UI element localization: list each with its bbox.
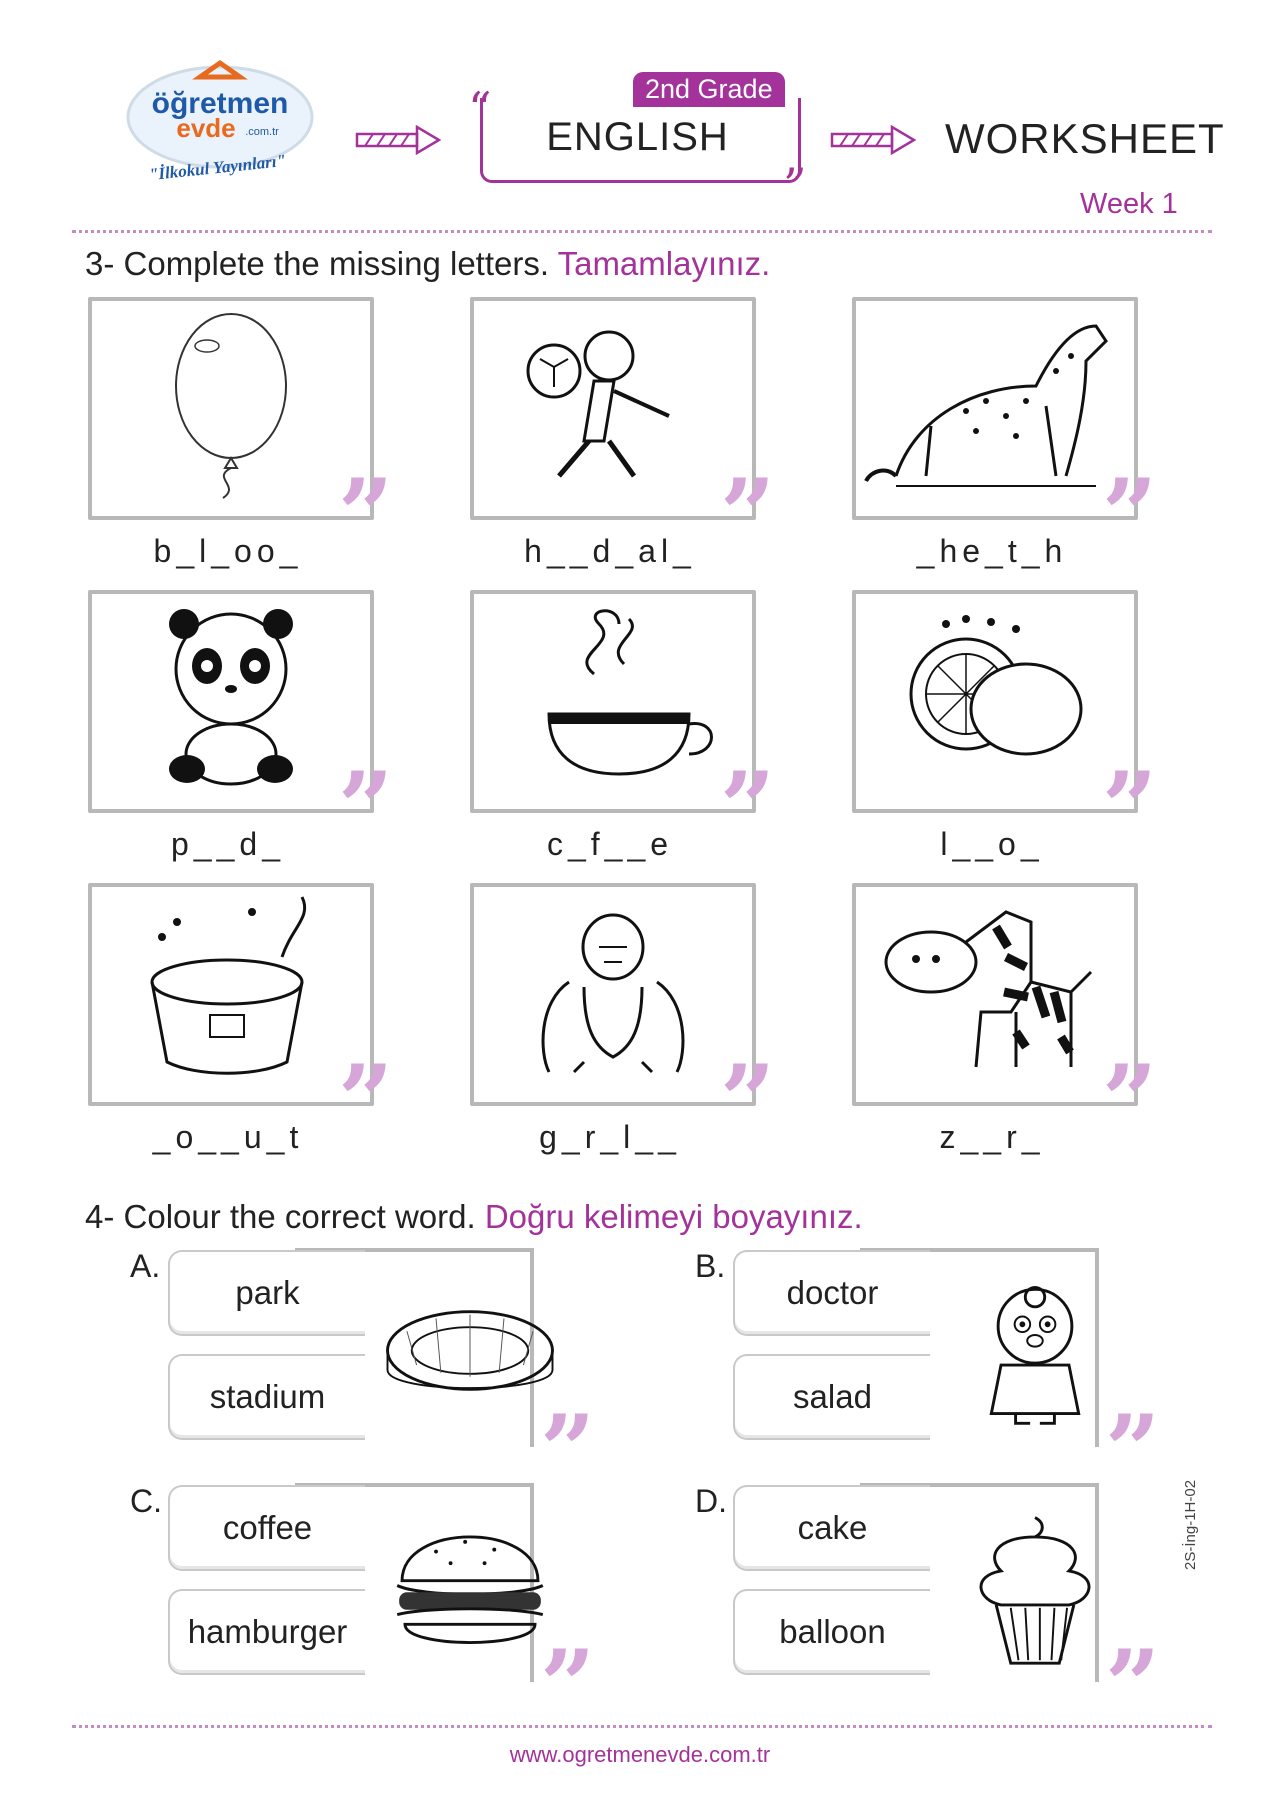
picture-card [88, 590, 374, 813]
footer-url: www.ogretmenevde.com.tr [509, 1742, 771, 1767]
section3-title: 3- Complete the missing letters. Tamamlayınız. [85, 245, 771, 282]
word-option[interactable]: balloon [733, 1589, 930, 1675]
quote-mark-icon: ” [540, 1394, 596, 1507]
boy-handball-icon [474, 301, 752, 516]
group-letter: D. [695, 1483, 727, 1519]
choice-picture [940, 1503, 1130, 1668]
balloon-icon [92, 301, 370, 516]
quote-mark-icon: ” [720, 751, 776, 864]
svg-text:evde: evde [176, 113, 236, 143]
group-letter: B. [695, 1248, 726, 1284]
picture-card [470, 590, 756, 813]
word-option[interactable]: salad [733, 1354, 930, 1440]
publisher-logo [120, 55, 320, 195]
quote-mark-icon: ” [1102, 751, 1158, 864]
divider [72, 1725, 1212, 1728]
svg-text:.com.tr: .com.tr [245, 126, 279, 138]
missing-letters-word[interactable]: c_f__e [546, 826, 674, 862]
word-option[interactable]: hamburger [168, 1589, 365, 1675]
doctor-icon [940, 1268, 1130, 1433]
quote-mark-icon: ” [1102, 458, 1158, 571]
svg-text:"İlkokul Yayınları": "İlkokul Yayınları" [148, 150, 287, 185]
quote-mark-icon: ” [1102, 1044, 1158, 1157]
missing-letters-word[interactable]: g_r_l__ [539, 1119, 681, 1155]
yoghurt-icon [92, 887, 370, 1102]
picture-card [88, 297, 374, 520]
panda-icon [92, 594, 370, 809]
picture-card [852, 297, 1138, 520]
grade-label: 2nd Grade [633, 72, 785, 107]
missing-letters-word[interactable]: _he_t_h [916, 533, 1068, 569]
svg-text:öğretmen: öğretmen [151, 87, 289, 120]
quote-mark-icon: ” [338, 1044, 394, 1157]
missing-letters-word[interactable]: b_l_oo_ [153, 533, 303, 569]
choice-picture [940, 1268, 1130, 1433]
missing-letters-word[interactable]: l__o_ [940, 826, 1044, 862]
lemon-icon [856, 594, 1134, 809]
quote-mark-icon: ” [540, 1629, 596, 1742]
word-option[interactable]: coffee [168, 1485, 365, 1571]
zebra-icon [856, 887, 1134, 1102]
divider [72, 230, 1212, 233]
missing-letters-word[interactable]: _o__u_t [152, 1119, 304, 1155]
gorilla-icon [474, 887, 752, 1102]
close-quote-icon: ” [783, 158, 807, 212]
quote-mark-icon: ” [1105, 1629, 1161, 1742]
cheetah-icon [856, 301, 1134, 516]
word-option[interactable]: stadium [168, 1354, 365, 1440]
document-code: 2S-İng-1H-02 [1182, 1479, 1199, 1570]
word-option[interactable]: cake [733, 1485, 930, 1571]
group-letter: C. [130, 1483, 162, 1519]
group-letter: A. [130, 1248, 161, 1284]
picture-card [470, 297, 756, 520]
word-option[interactable]: doctor [733, 1250, 930, 1336]
subject-title: ENGLISH [546, 115, 729, 159]
missing-letters-word[interactable]: z__r_ [939, 1119, 1045, 1155]
quote-mark-icon: ” [720, 458, 776, 571]
hamburger-icon [375, 1503, 565, 1668]
section4-title: 4- Colour the correct word. Doğru kelimeyi boyayınız. [85, 1198, 863, 1235]
picture-card [852, 883, 1138, 1106]
quote-mark-icon: ” [1105, 1394, 1161, 1507]
open-quote-icon: “ [468, 82, 492, 136]
quote-mark-icon: ” [338, 458, 394, 571]
picture-card [852, 590, 1138, 813]
quote-mark-icon: ” [338, 751, 394, 864]
picture-card [470, 883, 756, 1106]
word-option[interactable]: park [168, 1250, 365, 1336]
worksheet-title: WORKSHEET [945, 115, 1225, 162]
arrow-right-icon [355, 125, 441, 155]
stadium-icon [375, 1268, 565, 1433]
cupcake-icon [940, 1503, 1130, 1668]
choice-picture [375, 1503, 565, 1668]
choice-picture [375, 1268, 565, 1433]
coffee-cup-icon [474, 594, 752, 809]
missing-letters-word[interactable]: h__d_al_ [524, 533, 696, 569]
picture-card [88, 883, 374, 1106]
week-label: Week 1 [1080, 188, 1178, 220]
missing-letters-word[interactable]: p__d_ [171, 826, 285, 862]
quote-mark-icon: ” [720, 1044, 776, 1157]
arrow-right-icon [830, 125, 916, 155]
